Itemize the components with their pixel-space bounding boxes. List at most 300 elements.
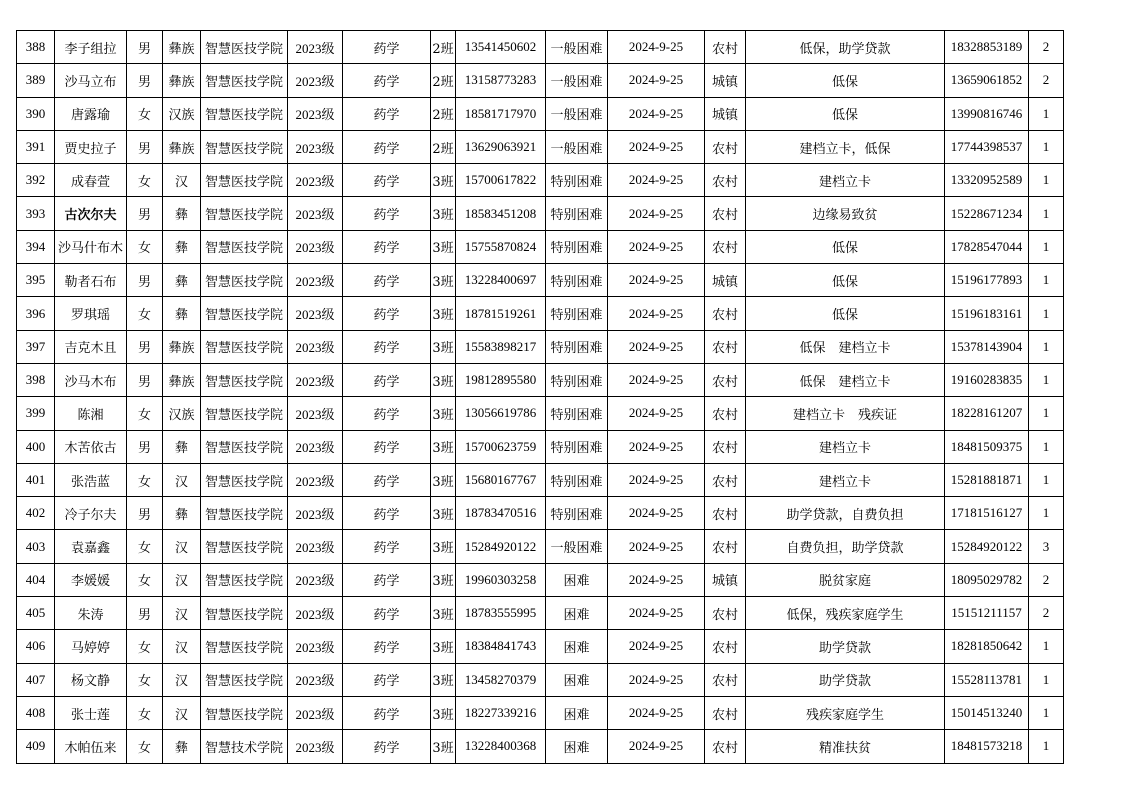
ethnicity-cell: 彝族 xyxy=(163,31,201,64)
table-row xyxy=(17,497,1064,530)
residence-type-cell: 农村 xyxy=(705,497,746,530)
row-number-cell: 406 xyxy=(17,630,55,663)
student-name-cell: 唐露瑜 xyxy=(55,97,127,130)
phone-number-cell: 18781519261 xyxy=(456,297,546,330)
row-number-cell: 394 xyxy=(17,230,55,263)
student-name-cell: 勒者石布 xyxy=(55,264,127,297)
date-cell: 2024-9-25 xyxy=(608,696,705,729)
residence-type-cell: 农村 xyxy=(705,197,746,230)
college-cell: 智慧医技学院 xyxy=(201,497,288,530)
student-name-cell: 陈湘 xyxy=(55,397,127,430)
gender-cell: 男 xyxy=(127,430,163,463)
college-cell: 智慧医技学院 xyxy=(201,630,288,663)
date-cell: 2024-9-25 xyxy=(608,497,705,530)
row-number-cell: 404 xyxy=(17,563,55,596)
major-cell: 药学 xyxy=(343,597,431,630)
difficulty-level-cell: 困难 xyxy=(546,630,608,663)
college-cell: 智慧医技学院 xyxy=(201,397,288,430)
grade-cell: 2023级 xyxy=(288,597,343,630)
college-cell: 智慧技术学院 xyxy=(201,730,288,763)
count-cell: 1 xyxy=(1029,463,1064,496)
row-number-cell: 408 xyxy=(17,696,55,729)
table-row xyxy=(17,563,1064,596)
table-row xyxy=(17,330,1064,363)
ethnicity-cell: 彝 xyxy=(163,264,201,297)
gender-cell: 女 xyxy=(127,164,163,197)
contact-phone-cell: 17181516127 xyxy=(945,497,1029,530)
grade-cell: 2023级 xyxy=(288,497,343,530)
support-type-cell: 自费负担，助学贷款 xyxy=(746,530,945,563)
contact-phone-cell: 17744398537 xyxy=(945,130,1029,163)
phone-number-cell: 13629063921 xyxy=(456,130,546,163)
table-row xyxy=(17,197,1064,230)
contact-phone-cell: 15284920122 xyxy=(945,530,1029,563)
count-cell: 2 xyxy=(1029,563,1064,596)
count-cell: 1 xyxy=(1029,730,1064,763)
ethnicity-cell: 汉 xyxy=(163,663,201,696)
ethnicity-cell: 汉 xyxy=(163,530,201,563)
phone-number-cell: 18583451208 xyxy=(456,197,546,230)
date-cell: 2024-9-25 xyxy=(608,397,705,430)
phone-number-cell: 15583898217 xyxy=(456,330,546,363)
count-cell: 2 xyxy=(1029,31,1064,64)
support-type-cell: 边缘易致贫 xyxy=(746,197,945,230)
residence-type-cell: 农村 xyxy=(705,663,746,696)
class-cell: 3班 xyxy=(431,563,456,596)
phone-number-cell: 18227339216 xyxy=(456,696,546,729)
college-cell: 智慧医技学院 xyxy=(201,297,288,330)
major-cell: 药学 xyxy=(343,230,431,263)
table-row xyxy=(17,64,1064,97)
table-row xyxy=(17,164,1064,197)
count-cell: 1 xyxy=(1029,397,1064,430)
grade-cell: 2023级 xyxy=(288,696,343,729)
date-cell: 2024-9-25 xyxy=(608,430,705,463)
class-cell: 3班 xyxy=(431,663,456,696)
date-cell: 2024-9-25 xyxy=(608,31,705,64)
support-type-cell: 低保 xyxy=(746,297,945,330)
class-cell: 3班 xyxy=(431,264,456,297)
support-type-cell: 助学贷款 xyxy=(746,663,945,696)
table-row xyxy=(17,730,1064,763)
class-cell: 3班 xyxy=(431,297,456,330)
table-row xyxy=(17,297,1064,330)
class-cell: 3班 xyxy=(431,397,456,430)
gender-cell: 男 xyxy=(127,363,163,396)
major-cell: 药学 xyxy=(343,197,431,230)
date-cell: 2024-9-25 xyxy=(608,630,705,663)
college-cell: 智慧医技学院 xyxy=(201,430,288,463)
difficulty-level-cell: 困难 xyxy=(546,663,608,696)
row-number-cell: 409 xyxy=(17,730,55,763)
difficulty-level-cell: 困难 xyxy=(546,597,608,630)
major-cell: 药学 xyxy=(343,397,431,430)
count-cell: 1 xyxy=(1029,497,1064,530)
row-number-cell: 396 xyxy=(17,297,55,330)
phone-number-cell: 19960303258 xyxy=(456,563,546,596)
support-type-cell: 低保，残疾家庭学生 xyxy=(746,597,945,630)
residence-type-cell: 农村 xyxy=(705,597,746,630)
difficulty-level-cell: 特别困难 xyxy=(546,397,608,430)
student-records-table xyxy=(16,30,1064,764)
student-name-cell: 木帕伍来 xyxy=(55,730,127,763)
count-cell: 1 xyxy=(1029,164,1064,197)
college-cell: 智慧医技学院 xyxy=(201,663,288,696)
contact-phone-cell: 17828547044 xyxy=(945,230,1029,263)
student-name-cell: 杨文静 xyxy=(55,663,127,696)
row-number-cell: 401 xyxy=(17,463,55,496)
class-cell: 2班 xyxy=(431,130,456,163)
ethnicity-cell: 汉 xyxy=(163,563,201,596)
date-cell: 2024-9-25 xyxy=(608,130,705,163)
class-cell: 2班 xyxy=(431,64,456,97)
contact-phone-cell: 13320952589 xyxy=(945,164,1029,197)
table-row xyxy=(17,31,1064,64)
college-cell: 智慧医技学院 xyxy=(201,330,288,363)
college-cell: 智慧医技学院 xyxy=(201,264,288,297)
gender-cell: 男 xyxy=(127,264,163,297)
ethnicity-cell: 彝 xyxy=(163,497,201,530)
table-row xyxy=(17,430,1064,463)
table-row xyxy=(17,696,1064,729)
ethnicity-cell: 汉 xyxy=(163,597,201,630)
contact-phone-cell: 13990816746 xyxy=(945,97,1029,130)
major-cell: 药学 xyxy=(343,530,431,563)
class-cell: 3班 xyxy=(431,330,456,363)
count-cell: 2 xyxy=(1029,597,1064,630)
gender-cell: 女 xyxy=(127,530,163,563)
major-cell: 药学 xyxy=(343,463,431,496)
table-row xyxy=(17,264,1064,297)
grade-cell: 2023级 xyxy=(288,97,343,130)
phone-number-cell: 13228400697 xyxy=(456,264,546,297)
date-cell: 2024-9-25 xyxy=(608,730,705,763)
residence-type-cell: 农村 xyxy=(705,463,746,496)
count-cell: 1 xyxy=(1029,264,1064,297)
college-cell: 智慧医技学院 xyxy=(201,97,288,130)
phone-number-cell: 18783470516 xyxy=(456,497,546,530)
ethnicity-cell: 彝 xyxy=(163,297,201,330)
college-cell: 智慧医技学院 xyxy=(201,696,288,729)
support-type-cell: 建档立卡 残疾证 xyxy=(746,397,945,430)
table-row xyxy=(17,130,1064,163)
table-row xyxy=(17,630,1064,663)
student-name-cell: 沙马立布 xyxy=(55,64,127,97)
student-name-cell: 李媛媛 xyxy=(55,563,127,596)
residence-type-cell: 城镇 xyxy=(705,97,746,130)
residence-type-cell: 农村 xyxy=(705,230,746,263)
class-cell: 3班 xyxy=(431,497,456,530)
difficulty-level-cell: 困难 xyxy=(546,730,608,763)
difficulty-level-cell: 特别困难 xyxy=(546,463,608,496)
grade-cell: 2023级 xyxy=(288,463,343,496)
college-cell: 智慧医技学院 xyxy=(201,164,288,197)
student-name-cell: 成春萱 xyxy=(55,164,127,197)
residence-type-cell: 农村 xyxy=(705,696,746,729)
contact-phone-cell: 13659061852 xyxy=(945,64,1029,97)
difficulty-level-cell: 特别困难 xyxy=(546,230,608,263)
gender-cell: 女 xyxy=(127,297,163,330)
support-type-cell: 低保，助学贷款 xyxy=(746,31,945,64)
contact-phone-cell: 15014513240 xyxy=(945,696,1029,729)
grade-cell: 2023级 xyxy=(288,31,343,64)
major-cell: 药学 xyxy=(343,31,431,64)
table-row xyxy=(17,363,1064,396)
count-cell: 1 xyxy=(1029,330,1064,363)
row-number-cell: 400 xyxy=(17,430,55,463)
major-cell: 药学 xyxy=(343,363,431,396)
ethnicity-cell: 彝族 xyxy=(163,363,201,396)
row-number-cell: 398 xyxy=(17,363,55,396)
grade-cell: 2023级 xyxy=(288,397,343,430)
table-body xyxy=(17,31,1064,764)
row-number-cell: 388 xyxy=(17,31,55,64)
gender-cell: 男 xyxy=(127,597,163,630)
row-number-cell: 393 xyxy=(17,197,55,230)
date-cell: 2024-9-25 xyxy=(608,230,705,263)
gender-cell: 女 xyxy=(127,463,163,496)
difficulty-level-cell: 一般困难 xyxy=(546,530,608,563)
ethnicity-cell: 汉族 xyxy=(163,97,201,130)
college-cell: 智慧医技学院 xyxy=(201,530,288,563)
count-cell: 2 xyxy=(1029,64,1064,97)
contact-phone-cell: 18095029782 xyxy=(945,563,1029,596)
count-cell: 1 xyxy=(1029,97,1064,130)
major-cell: 药学 xyxy=(343,497,431,530)
support-type-cell: 残疾家庭学生 xyxy=(746,696,945,729)
gender-cell: 男 xyxy=(127,330,163,363)
gender-cell: 男 xyxy=(127,497,163,530)
phone-number-cell: 13228400368 xyxy=(456,730,546,763)
class-cell: 3班 xyxy=(431,164,456,197)
ethnicity-cell: 汉 xyxy=(163,463,201,496)
contact-phone-cell: 19160283835 xyxy=(945,363,1029,396)
ethnicity-cell: 彝族 xyxy=(163,130,201,163)
class-cell: 2班 xyxy=(431,31,456,64)
class-cell: 3班 xyxy=(431,630,456,663)
support-type-cell: 低保 建档立卡 xyxy=(746,330,945,363)
major-cell: 药学 xyxy=(343,264,431,297)
student-name-cell: 冷子尔夫 xyxy=(55,497,127,530)
ethnicity-cell: 彝 xyxy=(163,197,201,230)
contact-phone-cell: 15196183161 xyxy=(945,297,1029,330)
student-name-cell: 罗琪瑶 xyxy=(55,297,127,330)
count-cell: 1 xyxy=(1029,130,1064,163)
support-type-cell: 低保 xyxy=(746,97,945,130)
residence-type-cell: 农村 xyxy=(705,363,746,396)
grade-cell: 2023级 xyxy=(288,530,343,563)
support-type-cell: 低保 xyxy=(746,264,945,297)
major-cell: 药学 xyxy=(343,430,431,463)
grade-cell: 2023级 xyxy=(288,130,343,163)
student-name-cell: 袁嘉鑫 xyxy=(55,530,127,563)
phone-number-cell: 15700623759 xyxy=(456,430,546,463)
residence-type-cell: 农村 xyxy=(705,397,746,430)
major-cell: 药学 xyxy=(343,130,431,163)
residence-type-cell: 城镇 xyxy=(705,264,746,297)
contact-phone-cell: 15281881871 xyxy=(945,463,1029,496)
grade-cell: 2023级 xyxy=(288,730,343,763)
grade-cell: 2023级 xyxy=(288,197,343,230)
ethnicity-cell: 彝族 xyxy=(163,64,201,97)
date-cell: 2024-9-25 xyxy=(608,197,705,230)
major-cell: 药学 xyxy=(343,630,431,663)
phone-number-cell: 13541450602 xyxy=(456,31,546,64)
major-cell: 药学 xyxy=(343,164,431,197)
support-type-cell: 建档立卡 xyxy=(746,463,945,496)
support-type-cell: 助学贷款，自费负担 xyxy=(746,497,945,530)
contact-phone-cell: 18228161207 xyxy=(945,397,1029,430)
row-number-cell: 402 xyxy=(17,497,55,530)
phone-number-cell: 13158773283 xyxy=(456,64,546,97)
contact-phone-cell: 15228671234 xyxy=(945,197,1029,230)
row-number-cell: 407 xyxy=(17,663,55,696)
date-cell: 2024-9-25 xyxy=(608,297,705,330)
difficulty-level-cell: 特别困难 xyxy=(546,297,608,330)
student-name-cell: 贾史拉子 xyxy=(55,130,127,163)
contact-phone-cell: 15151211157 xyxy=(945,597,1029,630)
phone-number-cell: 15680167767 xyxy=(456,463,546,496)
difficulty-level-cell: 困难 xyxy=(546,563,608,596)
gender-cell: 女 xyxy=(127,230,163,263)
gender-cell: 男 xyxy=(127,64,163,97)
grade-cell: 2023级 xyxy=(288,663,343,696)
difficulty-level-cell: 特别困难 xyxy=(546,164,608,197)
major-cell: 药学 xyxy=(343,97,431,130)
support-type-cell: 低保 建档立卡 xyxy=(746,363,945,396)
count-cell: 3 xyxy=(1029,530,1064,563)
class-cell: 3班 xyxy=(431,597,456,630)
ethnicity-cell: 汉 xyxy=(163,164,201,197)
row-number-cell: 399 xyxy=(17,397,55,430)
class-cell: 2班 xyxy=(431,97,456,130)
row-number-cell: 392 xyxy=(17,164,55,197)
difficulty-level-cell: 一般困难 xyxy=(546,31,608,64)
grade-cell: 2023级 xyxy=(288,563,343,596)
difficulty-level-cell: 特别困难 xyxy=(546,363,608,396)
phone-number-cell: 15700617822 xyxy=(456,164,546,197)
gender-cell: 女 xyxy=(127,397,163,430)
row-number-cell: 403 xyxy=(17,530,55,563)
phone-number-cell: 19812895580 xyxy=(456,363,546,396)
support-type-cell: 低保 xyxy=(746,64,945,97)
college-cell: 智慧医技学院 xyxy=(201,31,288,64)
contact-phone-cell: 18328853189 xyxy=(945,31,1029,64)
support-type-cell: 助学贷款 xyxy=(746,630,945,663)
class-cell: 3班 xyxy=(431,430,456,463)
date-cell: 2024-9-25 xyxy=(608,363,705,396)
date-cell: 2024-9-25 xyxy=(608,64,705,97)
ethnicity-cell: 彝 xyxy=(163,430,201,463)
row-number-cell: 395 xyxy=(17,264,55,297)
difficulty-level-cell: 一般困难 xyxy=(546,64,608,97)
support-type-cell: 低保 xyxy=(746,230,945,263)
row-number-cell: 390 xyxy=(17,97,55,130)
student-name-cell: 古次尔夫 xyxy=(55,197,127,230)
major-cell: 药学 xyxy=(343,64,431,97)
major-cell: 药学 xyxy=(343,297,431,330)
phone-number-cell: 18783555995 xyxy=(456,597,546,630)
grade-cell: 2023级 xyxy=(288,64,343,97)
grade-cell: 2023级 xyxy=(288,230,343,263)
gender-cell: 女 xyxy=(127,97,163,130)
difficulty-level-cell: 特别困难 xyxy=(546,264,608,297)
grade-cell: 2023级 xyxy=(288,164,343,197)
college-cell: 智慧医技学院 xyxy=(201,597,288,630)
contact-phone-cell: 15378143904 xyxy=(945,330,1029,363)
table-row xyxy=(17,597,1064,630)
gender-cell: 男 xyxy=(127,31,163,64)
date-cell: 2024-9-25 xyxy=(608,97,705,130)
class-cell: 3班 xyxy=(431,463,456,496)
gender-cell: 男 xyxy=(127,197,163,230)
contact-phone-cell: 15196177893 xyxy=(945,264,1029,297)
date-cell: 2024-9-25 xyxy=(608,264,705,297)
count-cell: 1 xyxy=(1029,363,1064,396)
phone-number-cell: 13458270379 xyxy=(456,663,546,696)
residence-type-cell: 农村 xyxy=(705,530,746,563)
residence-type-cell: 农村 xyxy=(705,630,746,663)
grade-cell: 2023级 xyxy=(288,630,343,663)
table-row xyxy=(17,230,1064,263)
college-cell: 智慧医技学院 xyxy=(201,64,288,97)
major-cell: 药学 xyxy=(343,330,431,363)
date-cell: 2024-9-25 xyxy=(608,563,705,596)
support-type-cell: 建档立卡 xyxy=(746,164,945,197)
gender-cell: 女 xyxy=(127,630,163,663)
contact-phone-cell: 15528113781 xyxy=(945,663,1029,696)
class-cell: 3班 xyxy=(431,363,456,396)
student-name-cell: 张士莲 xyxy=(55,696,127,729)
phone-number-cell: 18581717970 xyxy=(456,97,546,130)
residence-type-cell: 农村 xyxy=(705,31,746,64)
phone-number-cell: 18384841743 xyxy=(456,630,546,663)
date-cell: 2024-9-25 xyxy=(608,330,705,363)
student-name-cell: 马婷婷 xyxy=(55,630,127,663)
gender-cell: 女 xyxy=(127,563,163,596)
residence-type-cell: 农村 xyxy=(705,164,746,197)
date-cell: 2024-9-25 xyxy=(608,663,705,696)
student-name-cell: 沙马什布木 xyxy=(55,230,127,263)
table-row xyxy=(17,663,1064,696)
gender-cell: 女 xyxy=(127,663,163,696)
support-type-cell: 精准扶贫 xyxy=(746,730,945,763)
gender-cell: 男 xyxy=(127,130,163,163)
residence-type-cell: 农村 xyxy=(705,430,746,463)
difficulty-level-cell: 困难 xyxy=(546,696,608,729)
phone-number-cell: 13056619786 xyxy=(456,397,546,430)
student-name-cell: 木苦依古 xyxy=(55,430,127,463)
major-cell: 药学 xyxy=(343,696,431,729)
college-cell: 智慧医技学院 xyxy=(201,363,288,396)
class-cell: 3班 xyxy=(431,696,456,729)
residence-type-cell: 城镇 xyxy=(705,563,746,596)
college-cell: 智慧医技学院 xyxy=(201,197,288,230)
count-cell: 1 xyxy=(1029,430,1064,463)
student-name-cell: 吉克木且 xyxy=(55,330,127,363)
row-number-cell: 405 xyxy=(17,597,55,630)
ethnicity-cell: 彝 xyxy=(163,730,201,763)
ethnicity-cell: 彝 xyxy=(163,230,201,263)
date-cell: 2024-9-25 xyxy=(608,463,705,496)
phone-number-cell: 15284920122 xyxy=(456,530,546,563)
difficulty-level-cell: 特别困难 xyxy=(546,330,608,363)
support-type-cell: 建档立卡，低保 xyxy=(746,130,945,163)
contact-phone-cell: 18481573218 xyxy=(945,730,1029,763)
major-cell: 药学 xyxy=(343,730,431,763)
contact-phone-cell: 18481509375 xyxy=(945,430,1029,463)
support-type-cell: 建档立卡 xyxy=(746,430,945,463)
